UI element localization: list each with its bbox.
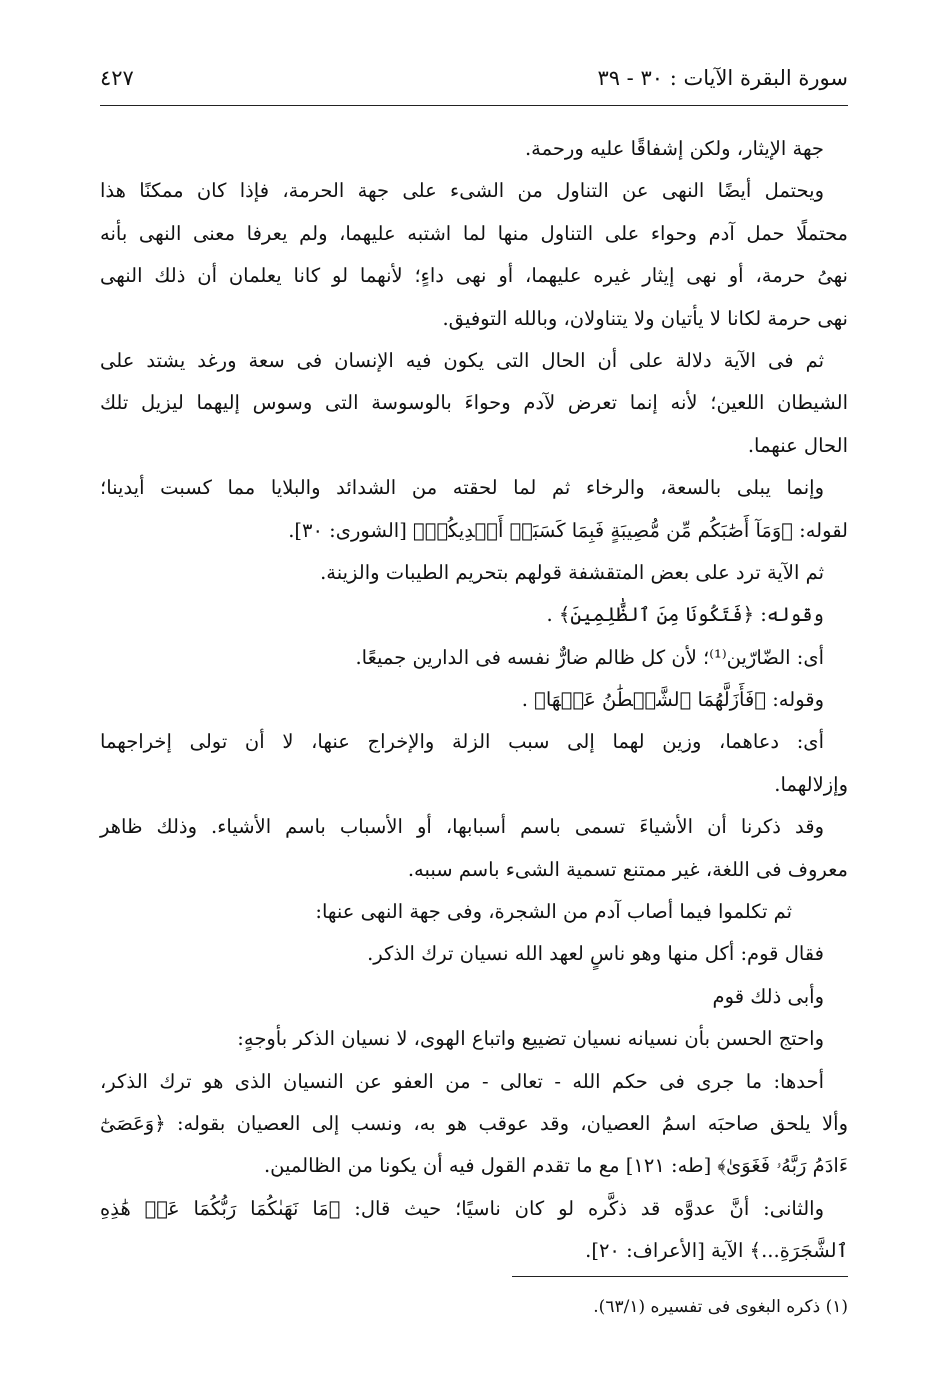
text-line: جهة الإيثار، ولكن إشفاقًا عليه ورحمة. — [524, 137, 824, 160]
text-line: ثم الآية ترد على بعض المتقشفة قولهم بتحريم الطيبات والزينة. — [320, 560, 824, 584]
body-text — [100, 128, 848, 1273]
text-line: وقوله: ﴿فَتَكُونَا مِنَ ٱلظَّٰلِمِينَ﴾ . — [546, 603, 824, 627]
header-rule — [100, 105, 848, 106]
footnote: (١) ذكره البغوى فى تفسيره (٦٣/١). — [593, 1297, 848, 1317]
text-line: أى: دعاهما، وزين لهما إلى سبب الزلة والإخراج عنها، لا أن تولى إخراجهما — [100, 730, 824, 754]
text-line: لقوله: ﴿وَمَآ أَصَٰبَكُم مِّن مُّصِيبَةٍ فَبِمَا كَسَبَتۡ أَيۡدِيكُمۡ﴾ [الشورى: ٣٠]. — [288, 518, 848, 542]
text-line: ءَادَمُ رَبَّهُۥ فَغَوَىٰ﴾ [طه: ١٢١] مع ما تقدم القول فيه أن يكونا من الظالمين. — [263, 1154, 848, 1178]
text-line: نهىُ حرمة، أو نهى إيثار غيره عليهما، أو نهى داءٍ؛ لأنهما لو كانا يعلمان أن ذلك النهى — [100, 264, 848, 288]
page-number: ٤٢٧ — [100, 66, 134, 90]
text-line: فقال قوم: أكل منها وهو ناسٍ لعهد الله نسيان ترك الذكر. — [367, 942, 824, 966]
text-line: معروف فى اللغة، غير ممتنع تسمية الشىء باسم سببه. — [407, 857, 848, 881]
text-line: ثم تكلموا فيما أصاب آدم من الشجرة، وفى جهة النهى عنها: — [315, 900, 792, 924]
text-line: وقد ذكرنا أن الأشياءَ تسمى باسم أسبابها، أو الأسباب باسم الأشياء. وذلك ظاهر — [100, 815, 824, 839]
text-line: وأبى ذلك قوم — [712, 984, 824, 1008]
text-line: وألا يلحق صاحبَه اسمُ العصيان، وقد عوقب هو به، ونسب إلى العصيان بقوله: ﴿وَعَصَىٰٓ — [100, 1111, 848, 1135]
text-line: نهى حرمة لكانا لا يأتيان ولا يتناولان، وبالله التوفيق. — [442, 306, 848, 330]
text-line: واحتج الحسن بأن نسيانه نسيان تضييع واتباع الهوى، لا نسيان الذكر بأوجهٍ: — [237, 1027, 824, 1051]
surah-title: سورة البقرة الآيات : ٣٠ - ٣٩ — [597, 66, 848, 90]
text-line: أى: الضّارّين⁽¹⁾؛ لأن كل ظالم ضارٌّ نفسه فى الدارين جميعًا. — [355, 645, 824, 669]
text-line: ثم فى الآية دلالة على أن الحال التى يكون فيه الإنسان فى سعة ورغد يشتد على — [100, 348, 824, 372]
text-line: وإزلالهما. — [774, 772, 848, 796]
text-line: الحال عنهما. — [747, 433, 848, 457]
text-line: ٱلشَّجَرَةِ...﴾ الآية [الأعراف: ٢٠]. — [585, 1239, 848, 1263]
running-header — [100, 58, 848, 98]
text-line: وإنما يبلى بالسعة، والرخاء ثم لما لحقته من الشدائد والبلايا مما كسبت أيدينا؛ — [100, 476, 824, 500]
text-line: والثانى: أنَّ عدوَّه قد ذكَّره لو كان ناسيًا؛ حيث قال: ﴿مَا نَهَىٰكُمَا رَبُّكُمَا عَنۡ هَٰذِهِ — [100, 1196, 824, 1220]
text-line: ويحتمل أيضًا النهى عن التناول من الشىء على جهة الحرمة، فإذا كان ممكنًا هذا — [100, 179, 824, 203]
text-line: الشيطان اللعين؛ لأنه إنما تعرض لآدم وحواءَ بالوسوسة التى وسوس إليهما ليزيل تلك — [100, 391, 848, 415]
text-line: محتملًا حمل آدم وحواء على التناول منها لما اشتبه عليهما، ولم يعرفا معنى النهى بأنه — [100, 221, 848, 245]
footnote-rule — [512, 1276, 848, 1277]
text-line: أحدها: ما جرى فى حكم الله - تعالى - من العفو عن النسيان الذى هو ترك الذكر، — [100, 1069, 824, 1093]
text-line: وقوله: ﴿فَأَزَلَّهُمَا ٱلشَّيۡطَٰنُ عَنۡهَا﴾ . — [521, 688, 824, 712]
